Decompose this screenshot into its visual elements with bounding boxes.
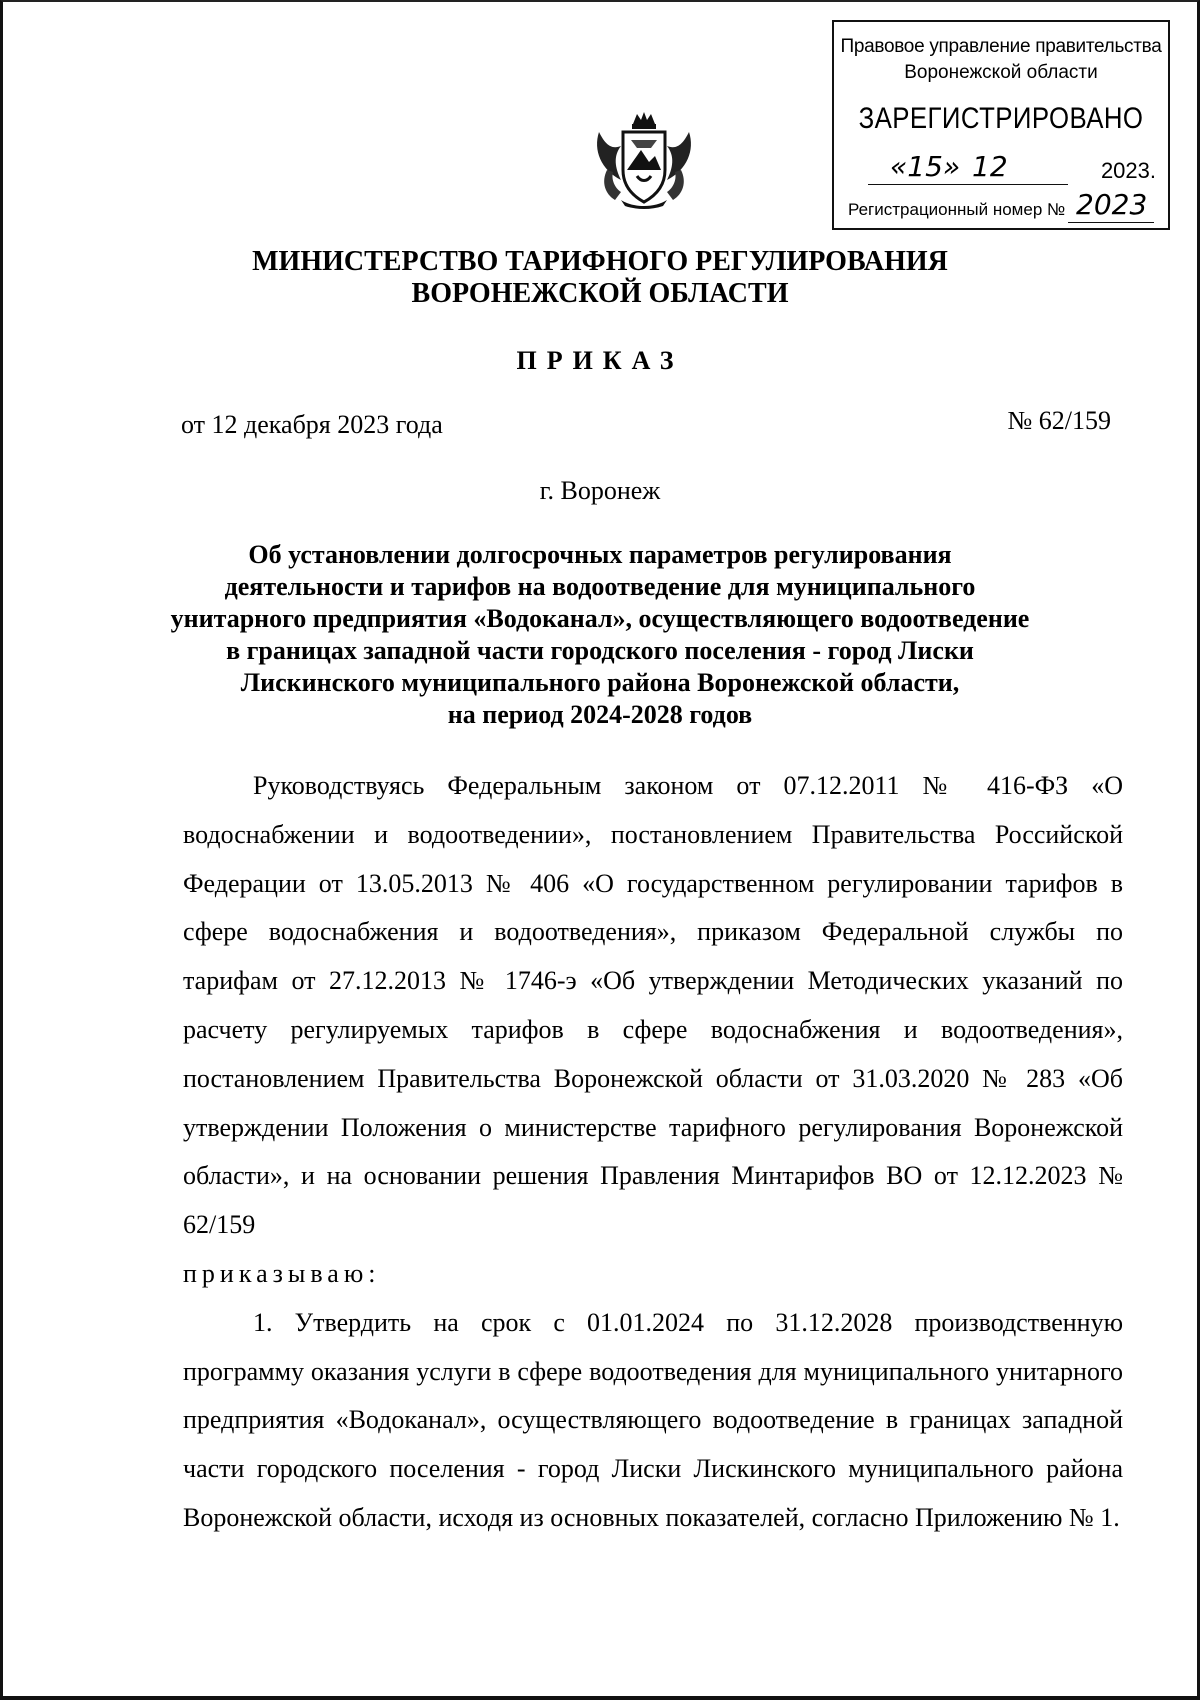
ministry-name (3, 246, 1197, 310)
document-date: от 12 декабря 2023 года (181, 410, 443, 439)
ministry-name-line1: МИНИСТЕРСТВО ТАРИФНОГО РЕГУЛИРОВАНИЯ (252, 246, 948, 277)
stamp-reg-number-underline (1068, 222, 1154, 223)
stamp-reg-number-label: Регистрационный номер № (848, 200, 1066, 219)
title-line: деятельности и тарифов на водоотведение для муниципального (224, 572, 976, 601)
order-item-1: 1. Утвердить на срок с 01.01.2024 по 31.12.2028 производственную программу оказания услуги в сфере водоотведения для муниципального унитарного предприятия «Водоканал», осуществляющего водоотведение в границах западной части городского поселения - город Лиски Лискинского муниципального района Воронежской области, исходя из основных показателей, согласно Приложению № 1. (183, 1307, 1123, 1532)
document-city: г. Воронеж (539, 476, 661, 505)
stamp-date-underline (868, 184, 1068, 185)
title-line: на период 2024-2028 годов (447, 700, 753, 729)
stamp-authority-line1: Правовое управление правительства (840, 36, 1162, 57)
document-number: № 62/159 (1007, 406, 1111, 435)
preamble-paragraph: Руководствуясь Федеральным законом от 07.12.2011 № 416-ФЗ «О водоснабжении и водоотведении», постановлением Правительства Российской Федерации от 13.05.2013 № 406 «О государственном регулировании тарифов в сфере водоснабжения и водоотведения», приказом Федеральной службы по тарифам от 27.12.2013 № 1746-э «Об утверждении Методических указаний по расчету регулируемых тарифов в сфере водоснабжения и водоотведения», постановлением Правительства Воронежской области от 31.03.2020 № 283 «Об утверждении Положения о министерстве тарифного регулирования Воронежской области», и на основании решения Правления Минтарифов ВО от 12.12.2023 № 62/159 (183, 771, 1123, 1240)
title-line: Лискинского муниципального района Воронежской области, (240, 668, 960, 697)
document-body (183, 762, 1123, 1543)
ministry-name-line2: ВОРОНЕЖСКОЙ ОБЛАСТИ (411, 278, 789, 309)
document-type: ПРИКАЗ (516, 346, 684, 375)
stamp-date-day: «15» (890, 150, 961, 183)
document-title (143, 539, 1057, 731)
order-word: приказываю: (183, 1258, 381, 1288)
stamp-authority-line2: Воронежской области (904, 62, 1098, 83)
registration-stamp (832, 20, 1170, 230)
stamp-registered-label: ЗАРЕГИСТРИРОВАНО (858, 102, 1144, 135)
title-line: унитарного предприятия «Водоканал», осуществляющего водоотведение (170, 604, 1030, 633)
stamp-reg-number (848, 188, 1154, 221)
stamp-date (852, 150, 1156, 190)
stamp-date-month: 12 (972, 150, 1008, 183)
coat-of-arms-icon (591, 110, 697, 210)
stamp-reg-number-value: 2023 (1076, 188, 1148, 221)
title-line: Об установлении долгосрочных параметров регулирования (248, 540, 952, 569)
title-line: в границах западной части городского поселения - город Лиски (226, 636, 974, 665)
stamp-date-year: 2023. (1100, 158, 1156, 183)
